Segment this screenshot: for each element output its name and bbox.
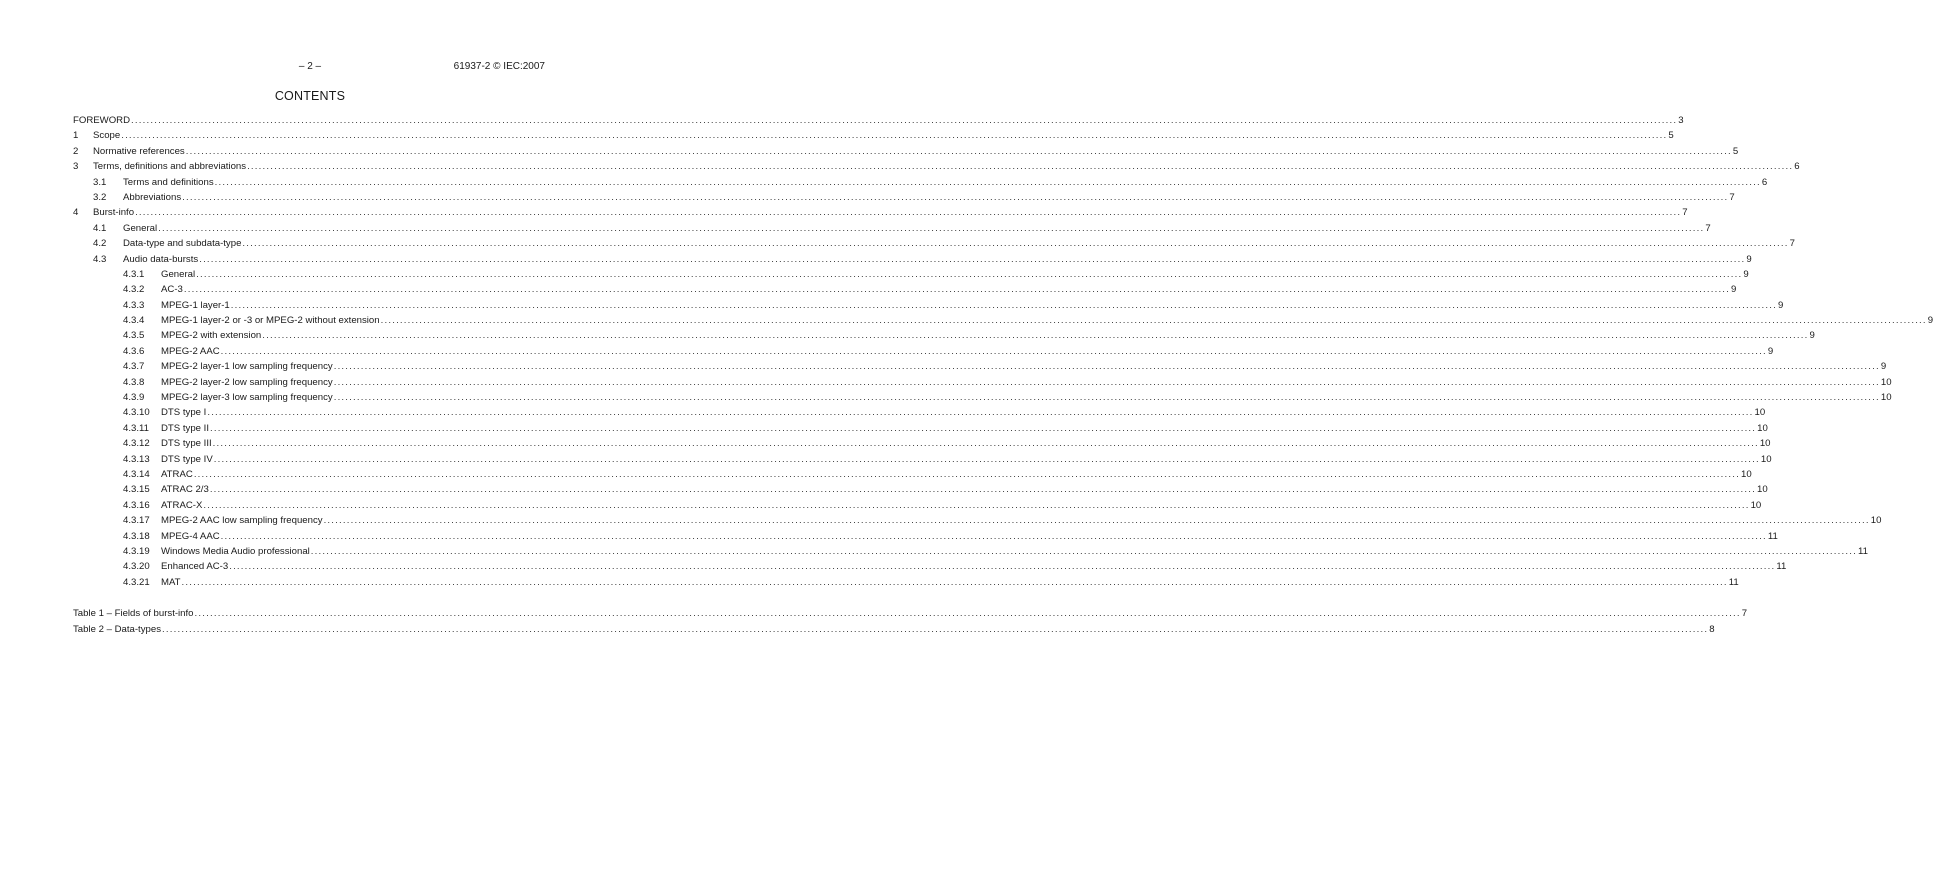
toc-entry[interactable]	[73, 159, 1800, 174]
entry-title: DTS type IV	[161, 452, 214, 467]
toc-entry[interactable]	[73, 390, 1892, 405]
dot-leader: ................................................................................................................................................................................................................................................................................................................................................................................................................	[131, 115, 1678, 126]
entry-page-number: 10	[1754, 405, 1766, 420]
dot-leader: ................................................................................................................................................................................................................................................................................................................................................................................................................	[196, 268, 1743, 280]
entry-title: Data-type and subdata-type	[123, 236, 242, 251]
toc-entry[interactable]	[73, 328, 1815, 343]
entry-title: MPEG-2 layer-3 low sampling frequency	[161, 390, 334, 405]
dot-leader: ................................................................................................................................................................................................................................................................................................................................................................................................................	[212, 438, 1759, 450]
entry-page-number: 7	[1728, 190, 1734, 205]
entry-page-number: 10	[1870, 513, 1882, 528]
entry-number: 4.3.9	[123, 392, 145, 404]
entry-title: ATRAC 2/3	[161, 482, 210, 497]
entry-page-number: 9	[1777, 298, 1783, 313]
entry-page-number: 10	[1750, 498, 1762, 513]
dot-leader: ................................................................................................................................................................................................................................................................................................................................................................................................................	[203, 499, 1750, 511]
dot-leader: ................................................................................................................................................................................................................................................................................................................................................................................................................	[262, 330, 1809, 342]
dot-leader: ................................................................................................................................................................................................................................................................................................................................................................................................................	[220, 530, 1767, 542]
dot-leader: ................................................................................................................................................................................................................................................................................................................................................................................................................	[380, 315, 1927, 327]
table-list-entry[interactable]	[73, 606, 1748, 621]
entry-page-number: 5	[1667, 128, 1673, 143]
toc-entry[interactable]	[73, 252, 1752, 267]
dot-leader: ................................................................................................................................................................................................................................................................................................................................................................................................................	[183, 284, 1731, 296]
entry-page-number: 11	[1728, 575, 1739, 590]
entry-page-number: 11	[1775, 559, 1786, 574]
entry-title: FOREWORD	[73, 113, 131, 128]
entry-page-number: 10	[1880, 375, 1892, 390]
entry-number: 4.3.15	[123, 484, 150, 496]
entry-title: DTS type I	[161, 405, 207, 420]
toc-entry[interactable]	[73, 282, 1737, 297]
dot-leader: ................................................................................................................................................................................................................................................................................................................................................................................................................	[323, 515, 1870, 527]
dot-leader: ................................................................................................................................................................................................................................................................................................................................................................................................................	[185, 145, 1732, 157]
entry-number: 4.2	[93, 238, 107, 250]
dot-leader: ................................................................................................................................................................................................................................................................................................................................................................................................................	[181, 576, 1728, 588]
document-reference: 61937-2 © IEC:2007	[453, 61, 545, 72]
entry-title: DTS type III	[161, 436, 213, 451]
entry-page-number: 8	[1708, 622, 1714, 637]
dot-leader: ................................................................................................................................................................................................................................................................................................................................................................................................................	[135, 207, 1682, 219]
entry-page-number: 3	[1677, 113, 1683, 128]
dot-leader: ................................................................................................................................................................................................................................................................................................................................................................................................................	[209, 422, 1757, 434]
page-number: – 2 –	[298, 61, 322, 72]
entry-number: 4.3.4	[123, 315, 145, 327]
entry-title: MPEG-2 AAC	[161, 344, 221, 359]
entry-number: 3	[73, 161, 79, 173]
table-of-contents	[73, 113, 1933, 637]
dot-leader: ................................................................................................................................................................................................................................................................................................................................................................................................................	[213, 453, 1760, 465]
entry-number: 4.1	[93, 222, 107, 234]
entry-number: 4.3.7	[123, 361, 145, 373]
entry-number: 4.3.12	[123, 438, 150, 450]
dot-leader: ................................................................................................................................................................................................................................................................................................................................................................................................................	[207, 407, 1754, 419]
toc-entry[interactable]	[73, 128, 1674, 143]
entry-number: 4	[73, 207, 79, 219]
entry-title: MPEG-2 with extension	[161, 328, 262, 343]
entry-page-number: 10	[1880, 390, 1892, 405]
entry-number: 4.3.16	[123, 499, 150, 511]
entry-title: DTS type II	[161, 421, 210, 436]
dot-leader: ................................................................................................................................................................................................................................................................................................................................................................................................................	[199, 253, 1746, 265]
toc-entry[interactable]	[73, 498, 1762, 513]
entry-title: ATRAC-X	[161, 498, 203, 513]
toc-entry[interactable]	[73, 375, 1892, 390]
entry-number: 4.3.21	[123, 576, 150, 588]
toc-entry[interactable]	[73, 113, 1684, 128]
entry-number: 4.3.1	[123, 268, 145, 280]
entry-number: 3.1	[93, 176, 107, 188]
entry-number: 4.3.8	[123, 376, 145, 388]
toc-entry[interactable]	[73, 544, 1868, 559]
dot-leader: ................................................................................................................................................................................................................................................................................................................................................................................................................	[242, 238, 1789, 250]
entry-page-number: 10	[1760, 452, 1772, 467]
toc-entry[interactable]	[73, 359, 1887, 374]
entry-page-number: 10	[1756, 421, 1768, 436]
entry-title: Table 2 – Data-types	[73, 622, 162, 637]
entry-title: Audio data-bursts	[123, 252, 199, 267]
entry-page-number: 7	[1704, 221, 1710, 236]
toc-entry[interactable]	[73, 267, 1749, 282]
entry-title: MPEG-2 layer-1 low sampling frequency	[161, 359, 334, 374]
toc-entry[interactable]	[73, 482, 1768, 497]
toc-entry[interactable]	[73, 559, 1787, 574]
section-spacer	[73, 590, 546, 606]
entry-page-number: 9	[1742, 267, 1748, 282]
dot-leader: ................................................................................................................................................................................................................................................................................................................................................................................................................	[214, 176, 1761, 188]
entry-page-number: 9	[1730, 282, 1736, 297]
dot-leader: ................................................................................................................................................................................................................................................................................................................................................................................................................	[193, 468, 1740, 480]
dot-leader: ................................................................................................................................................................................................................................................................................................................................................................................................................	[310, 545, 1857, 557]
entry-number: 3.2	[93, 191, 107, 203]
toc-entry[interactable]	[73, 205, 1688, 220]
entry-number: 4.3.2	[123, 284, 145, 296]
entry-number: 4.3.14	[123, 468, 150, 480]
dot-leader: ................................................................................................................................................................................................................................................................................................................................................................................................................	[162, 623, 1709, 635]
toc-entry[interactable]	[73, 144, 1739, 159]
entry-number: 4.3.17	[123, 515, 150, 527]
entry-title: ATRAC	[161, 467, 194, 482]
entry-title: AC-3	[161, 282, 184, 297]
entry-page-number: 9	[1808, 328, 1814, 343]
entry-title: Table 1 – Fields of burst-info	[73, 606, 195, 621]
toc-entry[interactable]	[73, 436, 1771, 451]
entry-number: 1	[73, 130, 79, 142]
toc-entry[interactable]	[73, 236, 1795, 251]
dot-leader: ................................................................................................................................................................................................................................................................................................................................................................................................................	[333, 376, 1880, 388]
entry-title: Windows Media Audio professional	[161, 544, 311, 559]
toc-entry[interactable]	[73, 190, 1735, 205]
dot-leader: ................................................................................................................................................................................................................................................................................................................................................................................................................	[220, 345, 1767, 357]
dot-leader: ................................................................................................................................................................................................................................................................................................................................................................................................................	[194, 608, 1741, 620]
entry-page-number: 7	[1681, 205, 1687, 220]
entry-number: 4.3.13	[123, 453, 150, 465]
entry-title: Normative references	[93, 144, 186, 159]
toc-entry[interactable]	[73, 221, 1711, 236]
toc-entry[interactable]	[73, 298, 1784, 313]
entry-title: MPEG-1 layer-2 or -3 or MPEG-2 without extension	[161, 313, 381, 328]
entry-number: 4.3.20	[123, 561, 150, 573]
entry-number: 4.3.18	[123, 530, 150, 542]
entry-title: Abbreviations	[123, 190, 182, 205]
dot-leader: ................................................................................................................................................................................................................................................................................................................................................................................................................	[333, 392, 1880, 404]
toc-entry[interactable]	[73, 467, 1752, 482]
entry-title: MPEG-2 layer-2 low sampling frequency	[161, 375, 334, 390]
entry-title: Burst-info	[93, 205, 135, 220]
entry-title: General	[161, 267, 196, 282]
dot-leader: ................................................................................................................................................................................................................................................................................................................................................................................................................	[247, 161, 1794, 173]
dot-leader: ................................................................................................................................................................................................................................................................................................................................................................................................................	[121, 130, 1668, 142]
entry-title: MPEG-1 layer-1	[161, 298, 231, 313]
entry-page-number: 10	[1740, 467, 1752, 482]
toc-entry[interactable]	[73, 175, 1768, 190]
entry-page-number: 10	[1759, 436, 1771, 451]
toc-entry[interactable]	[73, 575, 1739, 590]
toc-entry[interactable]	[73, 313, 1933, 328]
entry-title: Enhanced AC-3	[161, 559, 229, 574]
entry-number: 4.3	[93, 253, 107, 265]
entry-number: 4.3.19	[123, 545, 150, 557]
entry-page-number: 11	[1767, 529, 1778, 544]
entry-page-number: 9	[1767, 344, 1773, 359]
toc-entry[interactable]	[73, 452, 1772, 467]
entry-title: MPEG-2 AAC low sampling frequency	[161, 513, 324, 528]
entry-title: General	[123, 221, 158, 236]
dot-leader: ................................................................................................................................................................................................................................................................................................................................................................................................................	[229, 561, 1776, 573]
entry-page-number: 6	[1793, 159, 1799, 174]
entry-page-number: 9	[1880, 359, 1886, 374]
dot-leader: ................................................................................................................................................................................................................................................................................................................................................................................................................	[333, 361, 1880, 373]
toc-entry[interactable]	[73, 421, 1768, 436]
toc-entry[interactable]	[73, 405, 1766, 420]
entry-number: 4.3.10	[123, 407, 150, 419]
toc-entry[interactable]	[73, 344, 1774, 359]
entry-page-number: 5	[1732, 144, 1738, 159]
entry-page-number: 11	[1857, 544, 1868, 559]
toc-entry[interactable]	[73, 529, 1778, 544]
entry-number: 4.3.3	[123, 299, 145, 311]
dot-leader: ................................................................................................................................................................................................................................................................................................................................................................................................................	[182, 191, 1729, 203]
entry-number: 2	[73, 145, 79, 157]
entry-title: MPEG-4 AAC	[161, 529, 221, 544]
entry-title: Terms, definitions and abbreviations	[93, 159, 247, 174]
entry-title: Terms and definitions	[123, 175, 215, 190]
dot-leader: ................................................................................................................................................................................................................................................................................................................................................................................................................	[209, 484, 1756, 496]
entry-title: MAT	[161, 575, 182, 590]
dot-leader: ................................................................................................................................................................................................................................................................................................................................................................................................................	[230, 299, 1777, 311]
entry-page-number: 7	[1789, 236, 1795, 251]
entry-number: 4.3.5	[123, 330, 145, 342]
entry-page-number: 6	[1761, 175, 1767, 190]
toc-entry[interactable]	[73, 513, 1882, 528]
entry-page-number: 9	[1927, 313, 1933, 328]
page-title: CONTENTS	[274, 89, 346, 103]
table-list-entry[interactable]	[73, 622, 1715, 637]
entry-page-number: 10	[1756, 482, 1768, 497]
entry-page-number: 7	[1741, 606, 1747, 621]
entry-page-number: 9	[1745, 252, 1751, 267]
entry-title: Scope	[93, 128, 121, 143]
entry-number: 4.3.11	[123, 422, 149, 434]
entry-number: 4.3.6	[123, 345, 145, 357]
dot-leader: ................................................................................................................................................................................................................................................................................................................................................................................................................	[158, 222, 1705, 234]
